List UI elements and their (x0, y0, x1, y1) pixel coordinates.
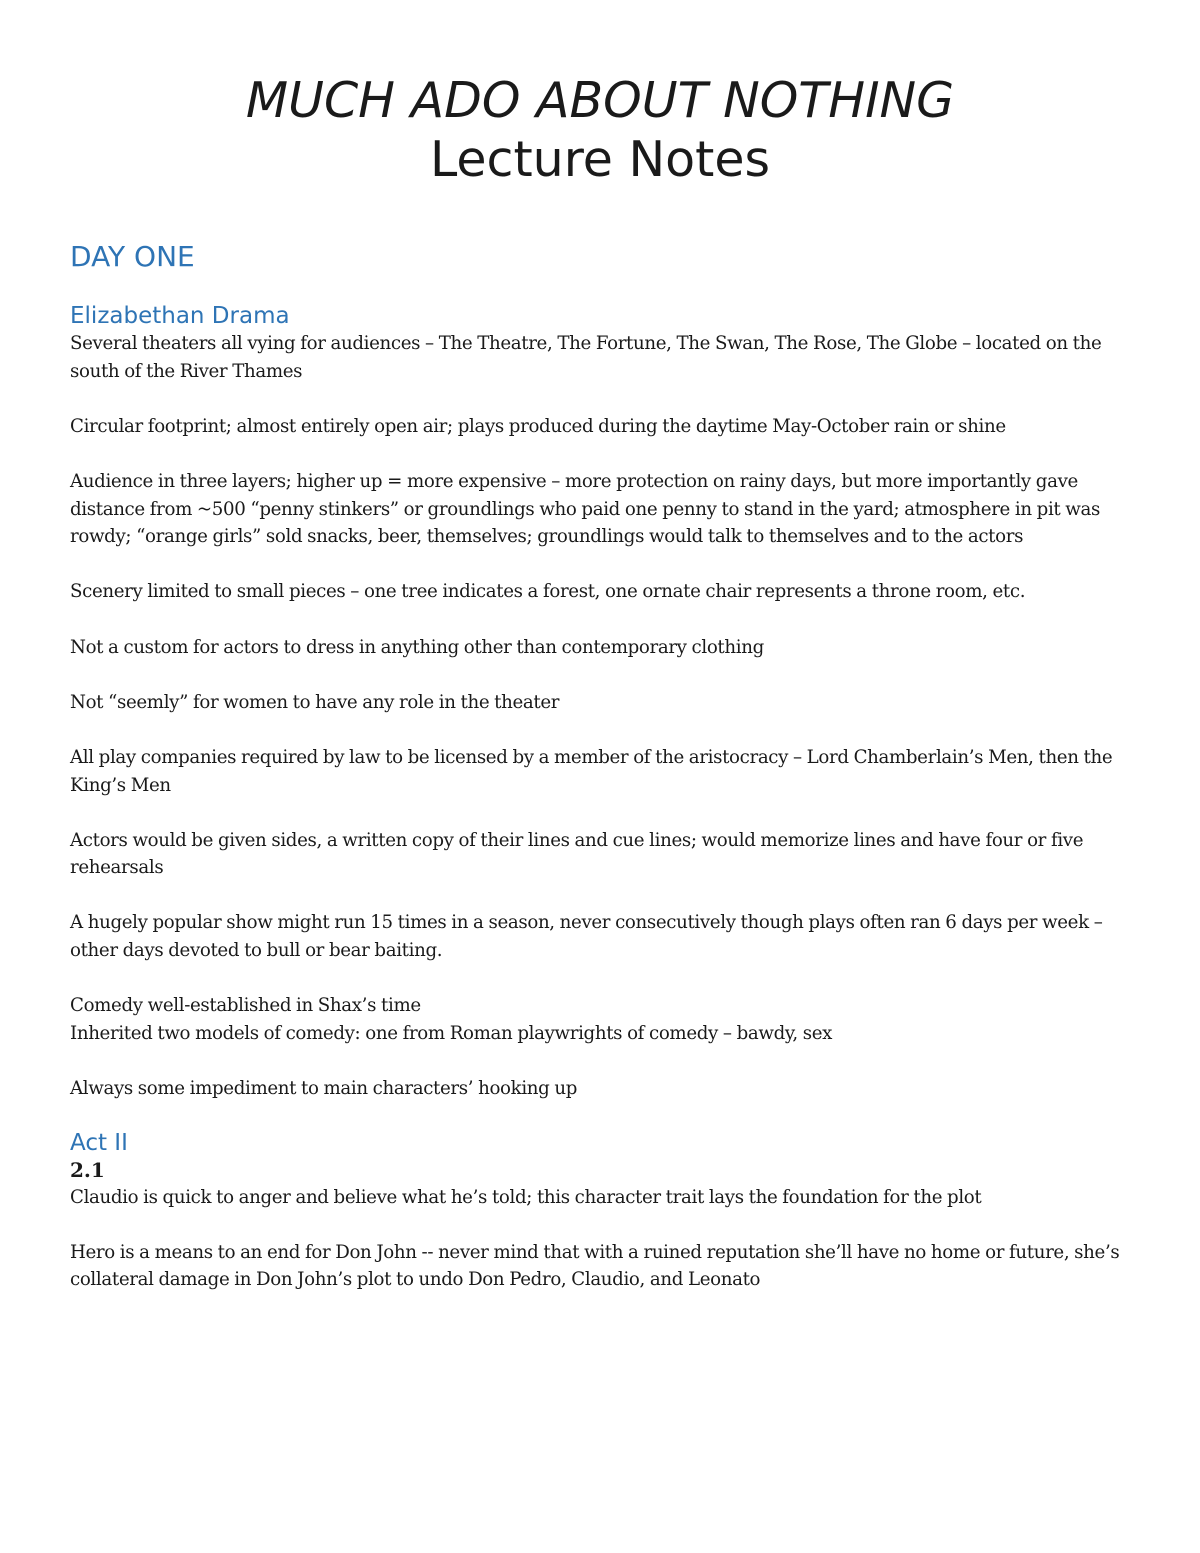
paragraph-scenery: Scenery limited to small pieces – one tree indicates a forest, one ornate chair represents a throne room, etc. (70, 581, 1026, 603)
paragraph-sides: Actors would be given sides, a written copy of their lines and cue lines; would memorize lines and have four or five rehearsals (70, 829, 1084, 879)
document-title: MUCH ADO ABOUT NOTHING (245, 72, 955, 129)
paragraph-women: Not “seemly” for women to have any role in the theater (70, 691, 560, 713)
subsection-heading-elizabethan-drama: Elizabethan Drama (70, 303, 290, 329)
scene-heading-2-1: 2.1 (70, 1157, 105, 1182)
paragraph-hero: Hero is a means to an end for Don John -- never mind that with a ruined reputation she’ll have no home or future, she’s collateral damage in Don John’s plot to undo Don Pedro, Claudio, and Leonato (70, 1241, 1120, 1291)
paragraph-licensing: All play companies required by law to be licensed by a member of the aristocracy – Lord Chamberlain’s Men, then the King’s Men (70, 746, 1113, 796)
paragraph-costume: Not a custom for actors to dress in anything other than contemporary clothing (70, 636, 764, 658)
paragraph-claudio: Claudio is quick to anger and believe what he’s told; this character trait lays the foundation for the plot (70, 1186, 982, 1208)
document-subtitle: Lecture Notes (429, 131, 771, 188)
paragraph-runs: A hugely popular show might run 15 times in a season, never consecutively though plays often ran 6 days per week – other days devoted to bull or bear baiting. (70, 912, 1103, 962)
section-heading-day-one: DAY ONE (70, 240, 195, 273)
paragraph-impediment: Always some impediment to main characters’ hooking up (70, 1078, 578, 1100)
section-heading-act-two: Act II (70, 1129, 128, 1156)
paragraph-audience: Audience in three layers; higher up = more expensive – more protection on rainy days, but more importantly gave distance from ~500 “penny stinkers” or groundlings who paid one penny to stand in the yard; atmosphere in pit was rowdy; “orange girls” sold snacks, beer, themselves; groundlings would talk to themselves and to the actors (70, 470, 1100, 548)
paragraph-footprint: Circular footprint; almost entirely open air; plays produced during the daytime May-October rain or shine (70, 415, 1006, 437)
paragraph-theaters: Several theaters all vying for audiences – The Theatre, The Fortune, The Swan, The Rose, The Globe – located on the south of the River Thames (70, 333, 1102, 382)
paragraph-comedy-models: Inherited two models of comedy: one from Roman playwrights of comedy – bawdy, sex (70, 1022, 833, 1044)
paragraph-comedy: Comedy well-established in Shax’s time (70, 995, 421, 1017)
